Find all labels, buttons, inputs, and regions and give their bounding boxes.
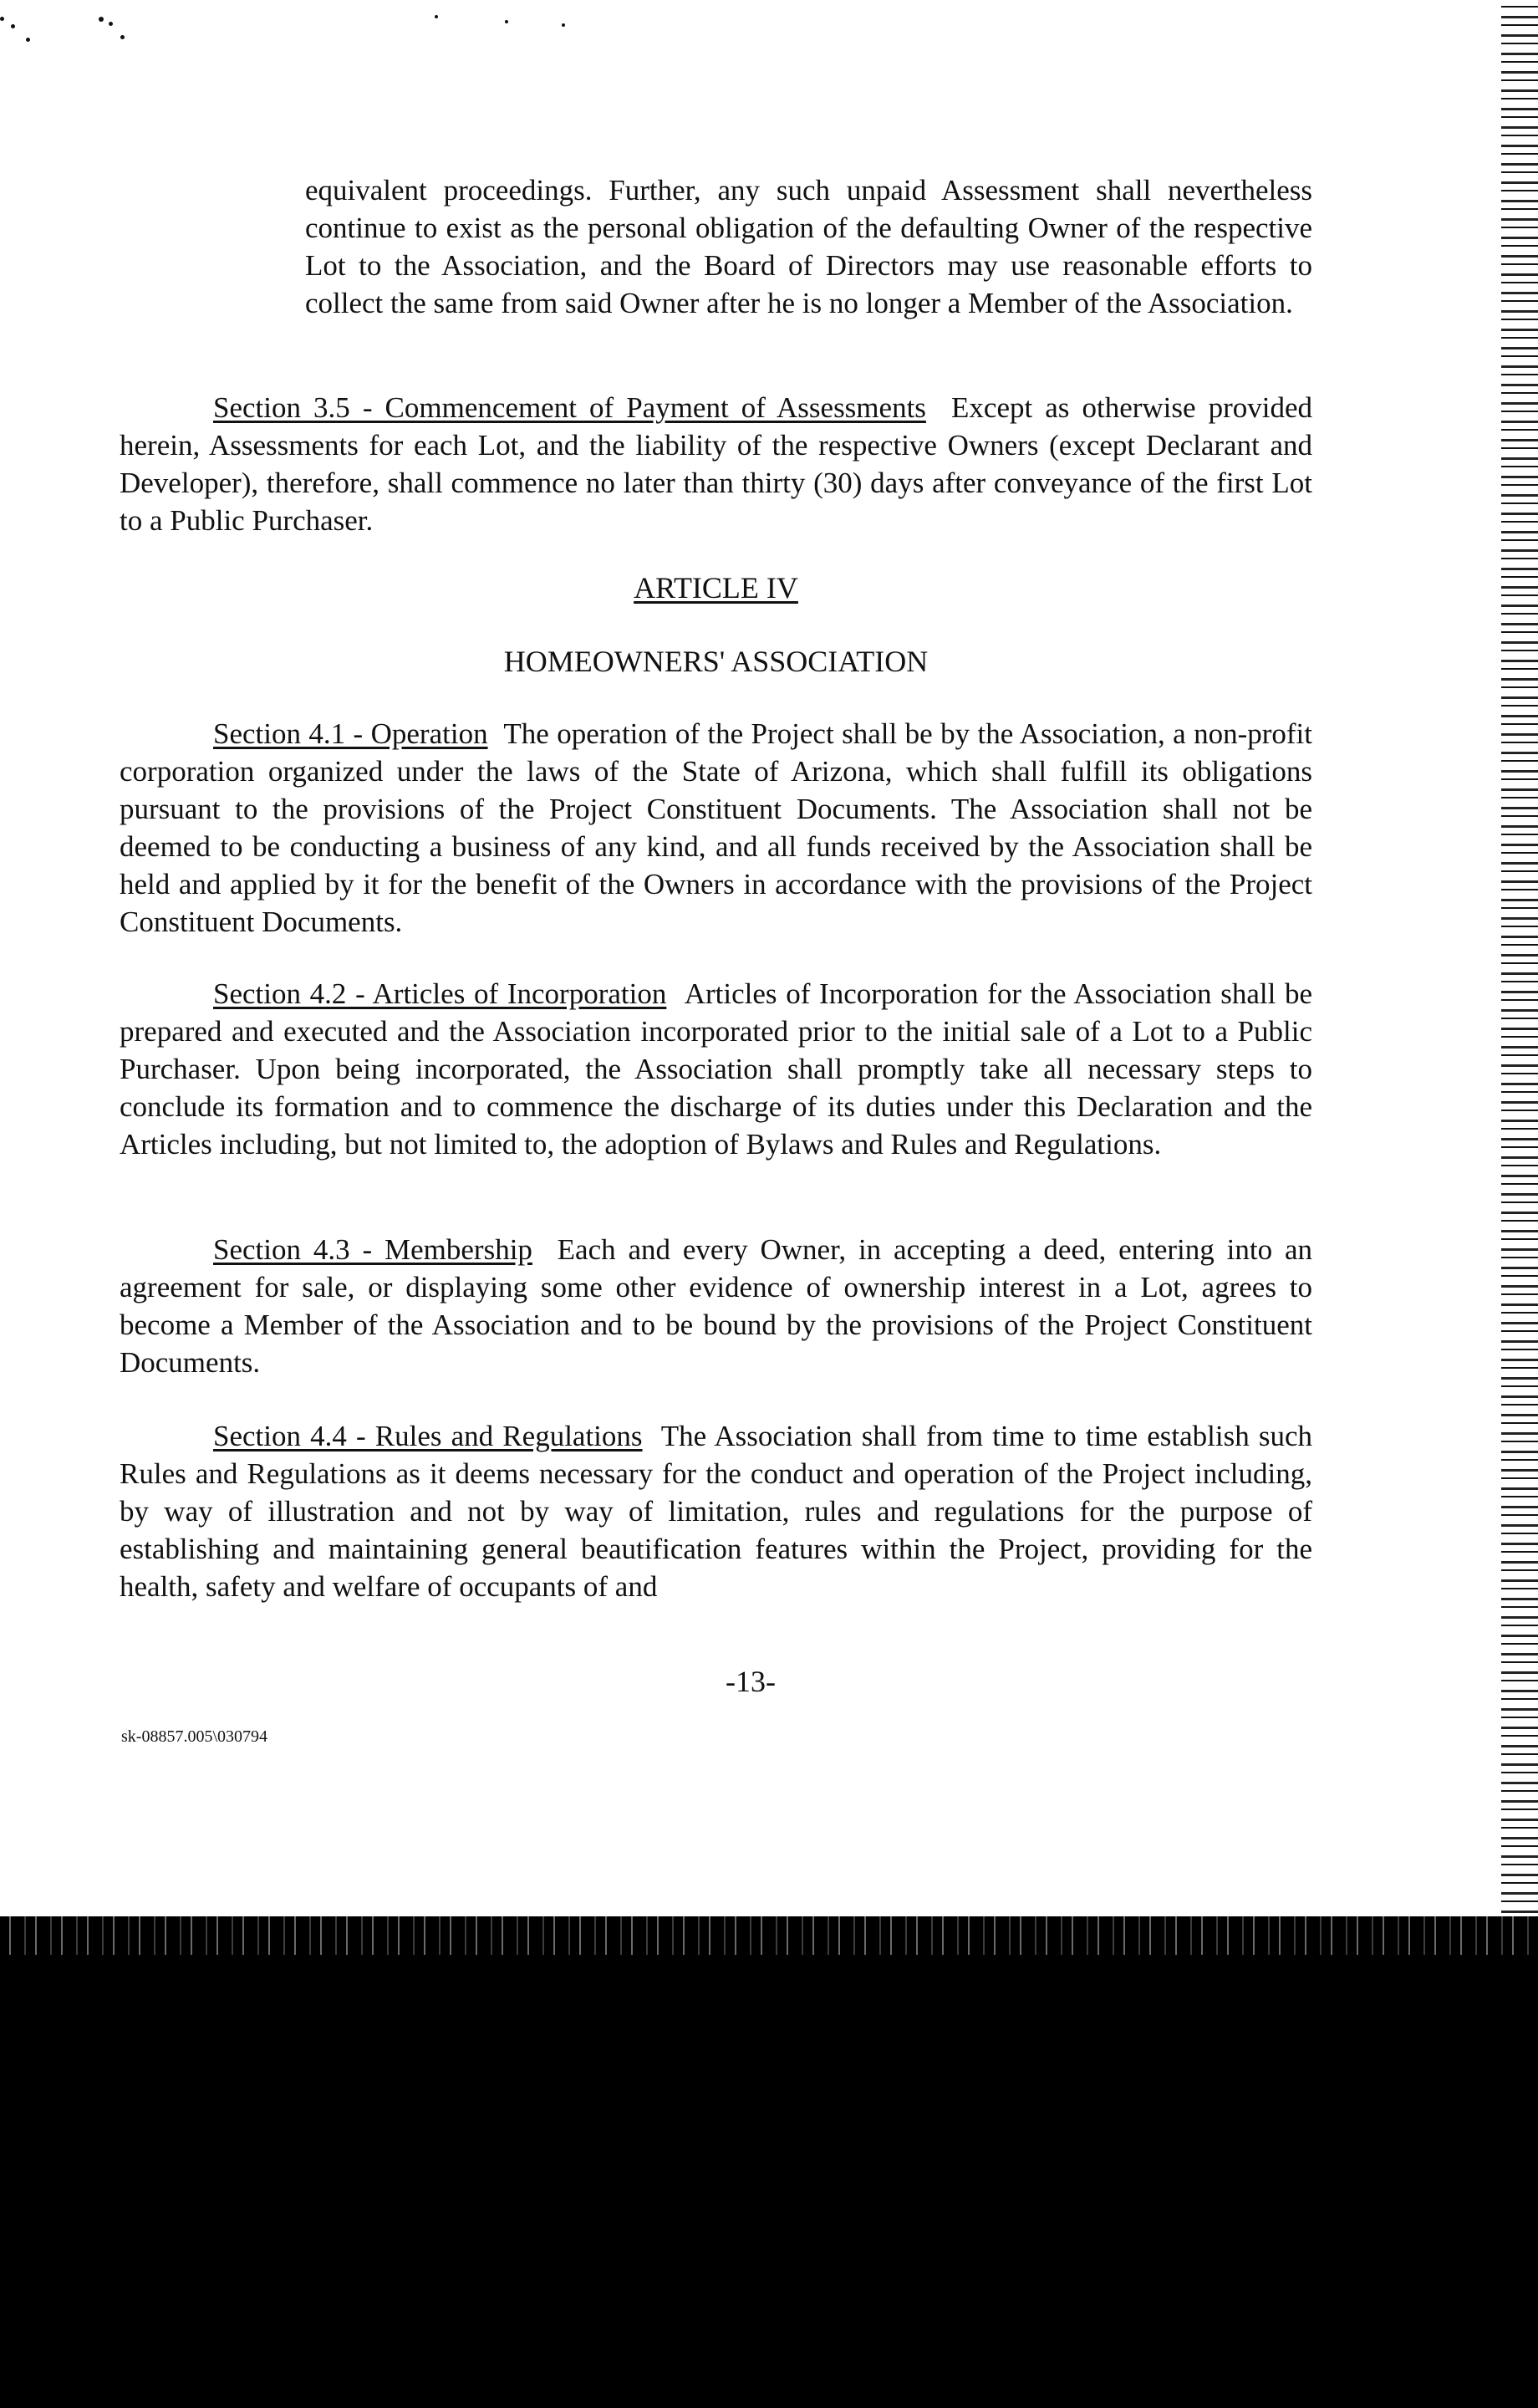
- scan-speck: [0, 17, 4, 21]
- section-4-1-paragraph: [120, 715, 1312, 941]
- section-4-3-paragraph: [120, 1231, 1312, 1381]
- section-3-5-title: Section 3.5 - Commencement of Payment of Assessments: [213, 391, 926, 424]
- section-4-4-text: The Association shall from time to time establish such Rules and Regulations as it deems necessary for the conduct and operation of the Project including, by way of illustration and not by way of limitation, rules and regulations for the purpose of establishing and maintaining general beautification features within the Project, providing for the health, safety and welfare of occupants of and: [120, 1420, 1312, 1603]
- scan-speck: [562, 23, 565, 27]
- section-4-2-title: Section 4.2 - Articles of Incorporation: [213, 977, 667, 1010]
- scanner-bottom-edge: [0, 1916, 1538, 1955]
- section-4-4-title: Section 4.4 - Rules and Regulations: [213, 1420, 643, 1452]
- scan-speck: [26, 38, 30, 42]
- scan-speck: [435, 15, 438, 18]
- section-3-5-paragraph: [120, 389, 1312, 539]
- section-4-2-paragraph: [120, 975, 1312, 1163]
- continuation-paragraph: equivalent proceedings. Further, any such unpaid Assessment shall nevertheless continue to exist as the personal obligation of the defaulting Owner of the respective Lot to the Association, and the Board of Directors may use reasonable efforts to collect the same from said Owner after he is no longer a Member of the Association.: [305, 174, 1312, 319]
- section-4-2-text: Articles of Incorporation for the Association shall be prepared and executed and the Association incorporated prior to the initial sale of a Lot to a Public Purchaser. Upon being incorporated, the Association shall promptly take all necessary steps to conclude its formation and to commence the discharge of its duties under this Declaration and the Articles including, but not limited to, the adoption of Bylaws and Rules and Regulations.: [120, 977, 1313, 1161]
- section-4-3-title: Section 4.3 - Membership: [213, 1233, 532, 1266]
- scan-speck: [11, 24, 15, 28]
- scanner-right-edge: [1501, 0, 1538, 1916]
- scan-speck: [109, 22, 113, 26]
- section-4-3-text: Each and every Owner, in accepting a deed, entering into an agreement for sale, or displaying some other evidence of ownership interest in a Lot, agrees to become a Member of the Association and to be bound by the provisions of the Project Constituent Documents.: [120, 1233, 1312, 1379]
- section-4-4-paragraph: [120, 1417, 1312, 1605]
- scan-speck: [99, 17, 104, 22]
- document-code: sk-08857.005\030794: [121, 1727, 267, 1746]
- section-4-1-text: The operation of the Project shall be by the Association, a non-profit corporation organized under the laws of the State of Arizona, which shall fulfill its obligations pursuant to the provisions of the Project Constituent Documents. The Association shall not be deemed to be conducting a business of any kind, and all funds received by the Association shall be held and applied by it for the benefit of the Owners in accordance with the provisions of the Project Constituent Documents.: [120, 717, 1313, 938]
- article-heading: ARTICLE IV: [634, 571, 798, 605]
- page-number: -13-: [726, 1665, 776, 1698]
- section-4-1-title: Section 4.1 - Operation: [213, 717, 488, 750]
- scan-speck: [120, 35, 125, 39]
- scan-speck: [505, 20, 508, 23]
- article-title: HOMEOWNERS' ASSOCIATION: [503, 645, 929, 678]
- section-3-5-text: Except as otherwise provided herein, Assessments for each Lot, and the liability of the respective Owners (except Declarant and Developer), therefore, shall commence no later than thirty (30) days after conveyance of the first Lot to a Public Purchaser.: [120, 391, 1313, 537]
